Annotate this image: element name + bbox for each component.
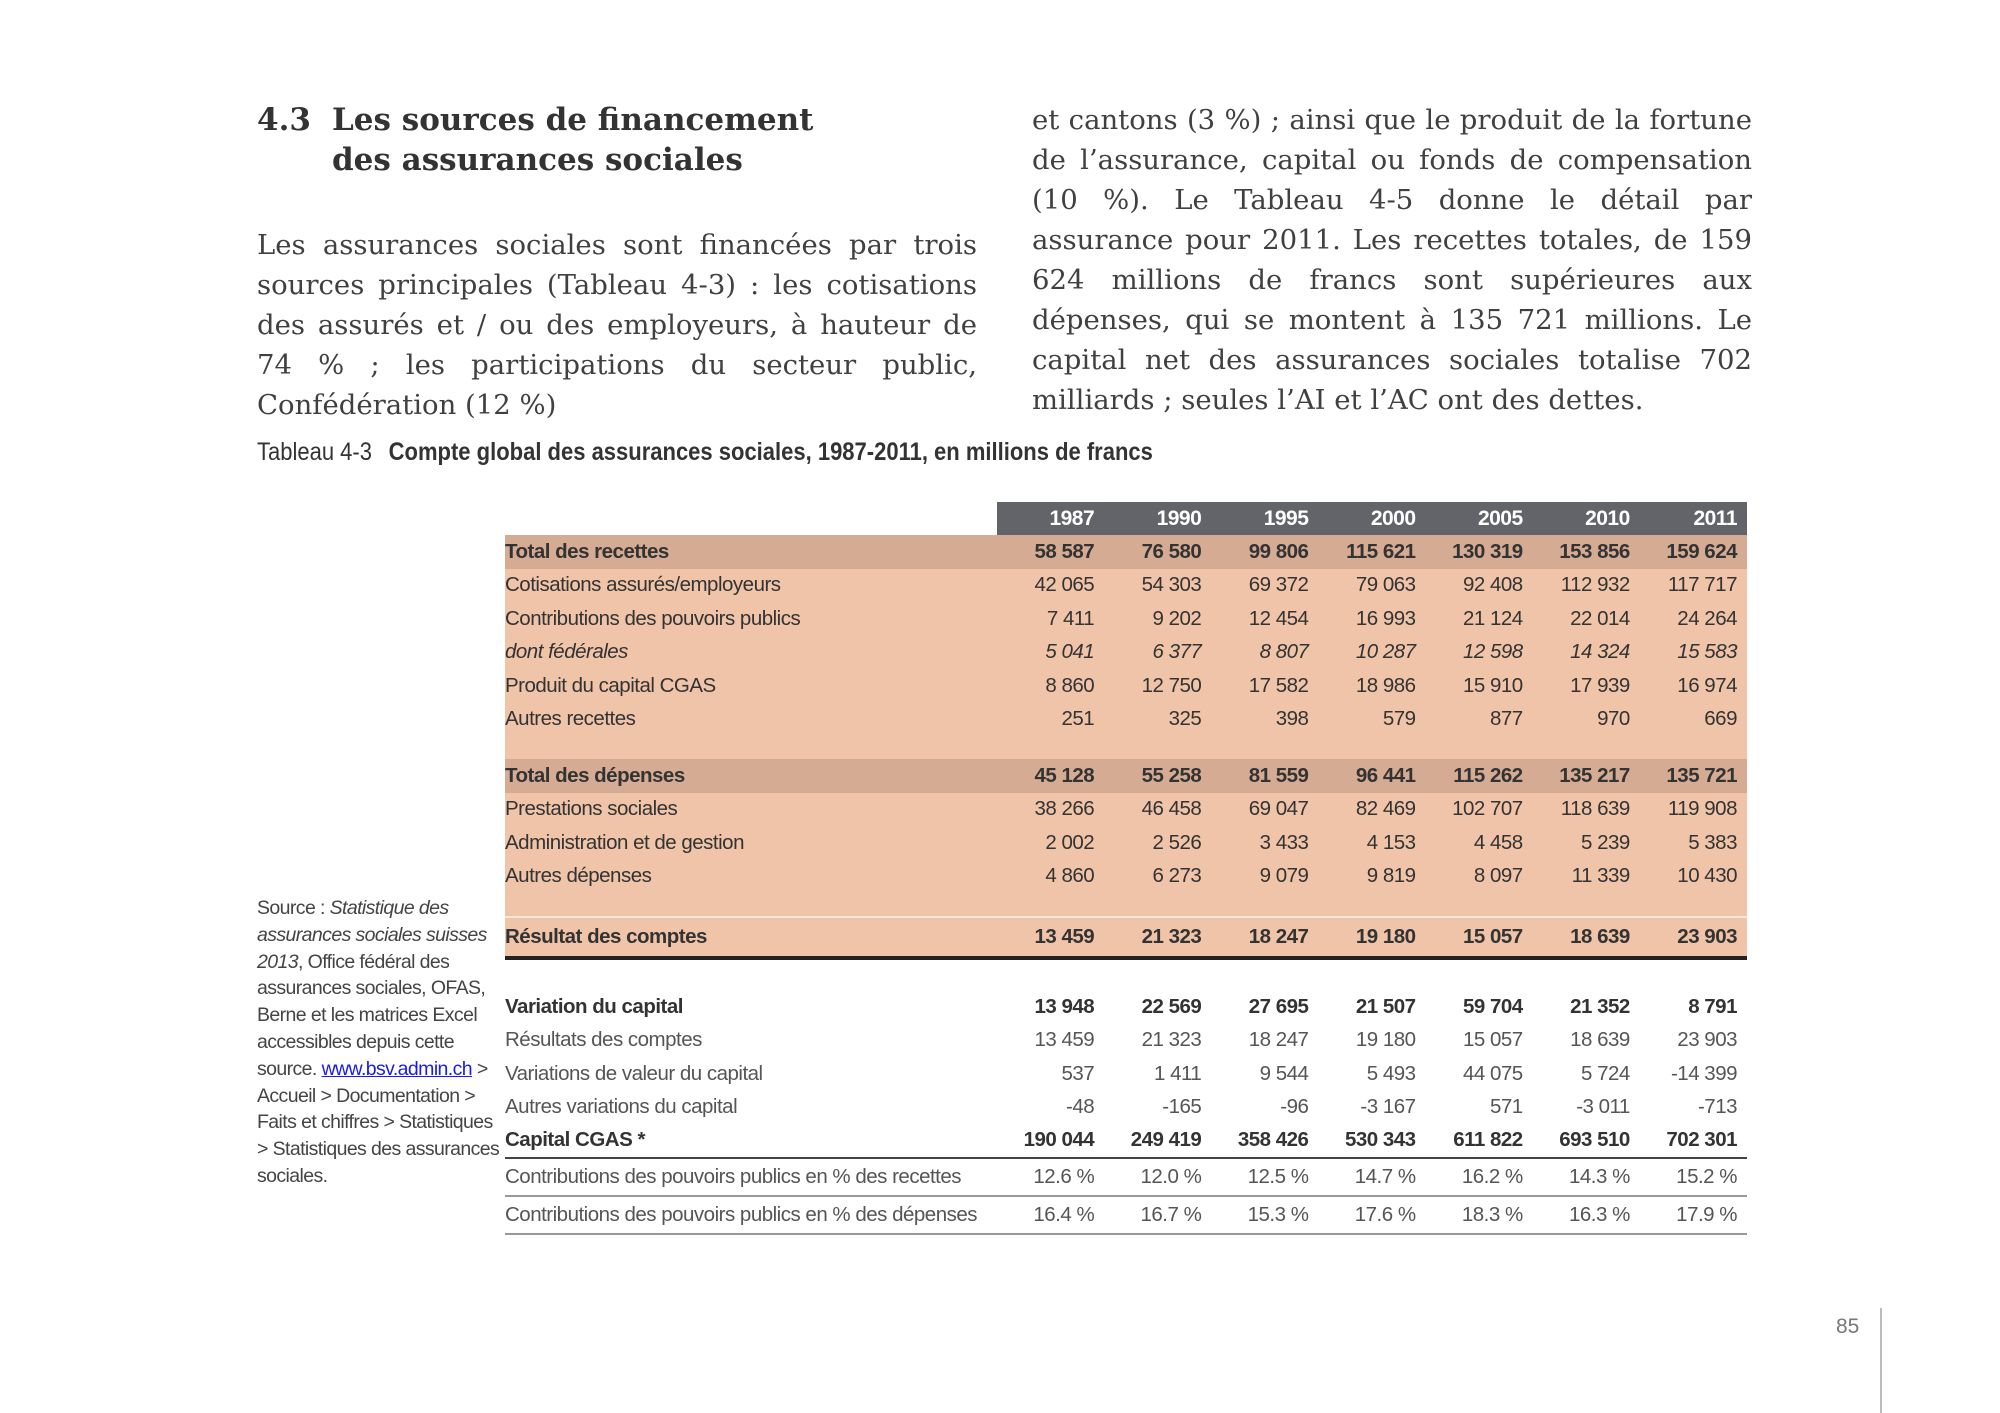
- table-cell: 4 153: [1318, 826, 1425, 860]
- table-cell: 15.3 %: [1211, 1196, 1318, 1234]
- table-cell: 14.3 %: [1533, 1158, 1640, 1196]
- table-cell: 24 264: [1640, 602, 1747, 636]
- table-cell: 118 639: [1533, 793, 1640, 827]
- table-cell: 18 639: [1533, 1024, 1640, 1058]
- row-label: Produit du capital CGAS: [505, 669, 997, 703]
- table-cell: 9 202: [1104, 602, 1211, 636]
- table-cell: 21 323: [1104, 1024, 1211, 1058]
- table-cell: 5 383: [1640, 826, 1747, 860]
- table-cell: 79 063: [1318, 569, 1425, 603]
- table-cell: 14.7 %: [1318, 1158, 1425, 1196]
- row-label: Total des dépenses: [505, 759, 997, 793]
- source-note: Source : Statistique des assurances sociales suisses 2013, Office fédéral des assurances sociales, OFAS, Berne et les matrices Excel accessibles depuis cette source. www.bsv.admin.ch > Accueil > Documentation > Faits et chiffres > Statistiques > Statistiques des assurances sociales.: [257, 897, 500, 1187]
- table-cell: 18 639: [1533, 917, 1640, 958]
- row-produit: [505, 669, 1747, 703]
- table-cell: 117 717: [1640, 569, 1747, 603]
- table-cell: 10 430: [1640, 860, 1747, 894]
- row-label: Variations de valeur du capital: [505, 1057, 997, 1091]
- table-cell: 38 266: [997, 793, 1104, 827]
- table-cell: 21 323: [1104, 917, 1211, 958]
- table-cell: 82 469: [1318, 793, 1425, 827]
- table-cell: 153 856: [1533, 535, 1640, 569]
- row-label: Résultats des comptes: [505, 1024, 997, 1058]
- table-cell: 702 301: [1640, 1124, 1747, 1158]
- row-capital: [505, 1124, 1747, 1158]
- header-row: [505, 502, 1747, 535]
- table-cell: 16 993: [1318, 602, 1425, 636]
- table-cell: -14 399: [1640, 1057, 1747, 1091]
- table-cell: 537: [997, 1057, 1104, 1091]
- year-header: 2000: [1318, 502, 1425, 535]
- year-header: 2011: [1640, 502, 1747, 535]
- table-cell: 12 598: [1426, 636, 1533, 670]
- table-cell: 12.5 %: [1211, 1158, 1318, 1196]
- table-caption: [257, 438, 1153, 467]
- table-cell: 14 324: [1533, 636, 1640, 670]
- table-cell: 159 624: [1640, 535, 1747, 569]
- table-cell: 42 065: [997, 569, 1104, 603]
- year-header: 1990: [1104, 502, 1211, 535]
- table-cell: 5 493: [1318, 1057, 1425, 1091]
- table-cell: 115 262: [1426, 759, 1533, 793]
- table-cell: 16.7 %: [1104, 1196, 1211, 1234]
- row-contributions: [505, 602, 1747, 636]
- spacer-row: [505, 736, 1747, 759]
- table-cell: 16.3 %: [1533, 1196, 1640, 1234]
- table-cell: 5 239: [1533, 826, 1640, 860]
- table-cell: 249 419: [1104, 1124, 1211, 1158]
- table-cell: 611 822: [1426, 1124, 1533, 1158]
- table-cell: 81 559: [1211, 759, 1318, 793]
- table-cell: 6 377: [1104, 636, 1211, 670]
- row-autres-variations: [505, 1091, 1747, 1125]
- table-cell: 6 273: [1104, 860, 1211, 894]
- table-cell: 22 014: [1533, 602, 1640, 636]
- year-header: 1995: [1211, 502, 1318, 535]
- year-header: 2005: [1426, 502, 1533, 535]
- table-cell: 135 721: [1640, 759, 1747, 793]
- table-cell: -3 011: [1533, 1091, 1640, 1125]
- table-cell: 325: [1104, 703, 1211, 737]
- row-cotisations: [505, 569, 1747, 603]
- table-cell: 970: [1533, 703, 1640, 737]
- table-cell: 693 510: [1533, 1124, 1640, 1158]
- table-cell: 102 707: [1426, 793, 1533, 827]
- row-label: Contributions des pouvoirs publics: [505, 602, 997, 636]
- table-cell: 44 075: [1426, 1057, 1533, 1091]
- paragraph-left: Les assurances sociales sont financées par trois sources principales (Tableau 4-3) : les cotisations des assurés et / ou des employeurs, à hauteur de 74 % ; les participations du secteur public, Confédération (12 %): [257, 229, 977, 421]
- right-column: [1032, 100, 1752, 420]
- paragraph-right: et cantons (3 %) ; ainsi que le produit de la fortune de l’assurance, capital ou fonds de compensation (10 %). Le Tableau 4-5 donne le détail par assurance pour 2011. Les recettes totales, de 159 624 millions de francs sont supérieures aux dépenses, qui se montent à 135 721 millions. Le capital net des assurances sociales totalise 702 milliards ; seules l’AI et l’AC ont des dettes.: [1032, 104, 1752, 416]
- table-cell: 2 526: [1104, 826, 1211, 860]
- account-table: [505, 502, 1747, 1235]
- table-cell: 135 217: [1533, 759, 1640, 793]
- data-table: [505, 502, 1747, 1235]
- table-cell: 69 047: [1211, 793, 1318, 827]
- table-cell: 1 411: [1104, 1057, 1211, 1091]
- table-cell: 4 860: [997, 860, 1104, 894]
- table-cell: 8 860: [997, 669, 1104, 703]
- page-rule: [1880, 1308, 1882, 1413]
- row-label: Variation du capital: [505, 990, 997, 1024]
- table-cell: 12 750: [1104, 669, 1211, 703]
- table-cell: 18 986: [1318, 669, 1425, 703]
- left-column: [257, 100, 977, 425]
- row-administration: [505, 826, 1747, 860]
- year-header: 2010: [1533, 502, 1640, 535]
- table-cell: 19 180: [1318, 1024, 1425, 1058]
- table-cell: 19 180: [1318, 917, 1425, 958]
- table-cell: 190 044: [997, 1124, 1104, 1158]
- table-cell: 76 580: [1104, 535, 1211, 569]
- row-total-recettes: [505, 535, 1747, 569]
- table-cell: 15.2 %: [1640, 1158, 1747, 1196]
- table-cell: 92 408: [1426, 569, 1533, 603]
- table-label: Tableau 4-3: [257, 438, 372, 466]
- table-cell: 21 507: [1318, 990, 1425, 1024]
- table-cell: 45 128: [997, 759, 1104, 793]
- source-title: Statistique des assurances sociales suisses 2013: [257, 897, 487, 973]
- row-pct-recettes: [505, 1158, 1747, 1196]
- table-cell: 54 303: [1104, 569, 1211, 603]
- year-header: 1987: [997, 502, 1104, 535]
- table-cell: 2 002: [997, 826, 1104, 860]
- row-variation: [505, 990, 1747, 1024]
- spacer-row: [505, 893, 1747, 917]
- table-cell: 23 903: [1640, 917, 1747, 958]
- table-cell: -713: [1640, 1091, 1747, 1125]
- table-cell: 15 057: [1426, 917, 1533, 958]
- table-cell: 579: [1318, 703, 1425, 737]
- table-cell: 22 569: [1104, 990, 1211, 1024]
- table-cell: 18.3 %: [1426, 1196, 1533, 1234]
- table-cell: -3 167: [1318, 1091, 1425, 1125]
- row-autres-depenses: [505, 860, 1747, 894]
- row-prestations: [505, 793, 1747, 827]
- table-cell: 4 458: [1426, 826, 1533, 860]
- table-cell: 16.4 %: [997, 1196, 1104, 1234]
- row-label: Capital CGAS *: [505, 1124, 997, 1158]
- section-number: 4.3: [257, 102, 311, 138]
- row-label: Prestations sociales: [505, 793, 997, 827]
- table-cell: 69 372: [1211, 569, 1318, 603]
- table-cell: 8 791: [1640, 990, 1747, 1024]
- table-cell: 12 454: [1211, 602, 1318, 636]
- table-cell: 130 319: [1426, 535, 1533, 569]
- table-cell: 55 258: [1104, 759, 1211, 793]
- page-number: 85: [1836, 1315, 1860, 1338]
- table-cell: 13 948: [997, 990, 1104, 1024]
- table-cell: 9 079: [1211, 860, 1318, 894]
- row-label: Autres variations du capital: [505, 1091, 997, 1125]
- table-cell: 11 339: [1533, 860, 1640, 894]
- table-cell: 8 097: [1426, 860, 1533, 894]
- table-cell: 7 411: [997, 602, 1104, 636]
- row-label: Autres recettes: [505, 703, 997, 737]
- table-cell: -48: [997, 1091, 1104, 1125]
- row-autres-recettes: [505, 703, 1747, 737]
- table-cell: -96: [1211, 1091, 1318, 1125]
- table-cell: 17 582: [1211, 669, 1318, 703]
- row-label: Résultat des comptes: [505, 917, 997, 958]
- section-title: Les sources de financement des assurances sociales: [332, 102, 814, 178]
- table-cell: 16.2 %: [1426, 1158, 1533, 1196]
- table-cell: 99 806: [1211, 535, 1318, 569]
- row-label: Contributions des pouvoirs publics en % des recettes: [505, 1158, 997, 1196]
- table-cell: 5 041: [997, 636, 1104, 670]
- table-cell: 13 459: [997, 917, 1104, 958]
- row-variations-valeur: [505, 1057, 1747, 1091]
- table-cell: 58 587: [997, 535, 1104, 569]
- table-cell: 669: [1640, 703, 1747, 737]
- section-heading: [257, 100, 977, 180]
- table-cell: 15 910: [1426, 669, 1533, 703]
- table-cell: 398: [1211, 703, 1318, 737]
- table-cell: 21 124: [1426, 602, 1533, 636]
- table-cell: 115 621: [1318, 535, 1425, 569]
- table-cell: 358 426: [1211, 1124, 1318, 1158]
- table-cell: 9 544: [1211, 1057, 1318, 1091]
- table-cell: 59 704: [1426, 990, 1533, 1024]
- row-label: Autres dépenses: [505, 860, 997, 894]
- row-label: Contributions des pouvoirs publics en % des dépenses: [505, 1196, 997, 1234]
- table-cell: 18 247: [1211, 917, 1318, 958]
- row-label: Administration et de gestion: [505, 826, 997, 860]
- table-cell: 27 695: [1211, 990, 1318, 1024]
- table-cell: 16 974: [1640, 669, 1747, 703]
- table-cell: 8 807: [1211, 636, 1318, 670]
- row-label: dont fédérales: [505, 636, 997, 670]
- table-cell: 21 352: [1533, 990, 1640, 1024]
- source-link[interactable]: www.bsv.admin.ch: [321, 1057, 473, 1080]
- table-cell: 17.6 %: [1318, 1196, 1425, 1234]
- table-cell: 17 939: [1533, 669, 1640, 703]
- table-cell: 17.9 %: [1640, 1196, 1747, 1234]
- table-cell: 530 343: [1318, 1124, 1425, 1158]
- table-cell: 12.0 %: [1104, 1158, 1211, 1196]
- table-cell: 251: [997, 703, 1104, 737]
- table-cell: 10 287: [1318, 636, 1425, 670]
- table-cell: 3 433: [1211, 826, 1318, 860]
- table-cell: 23 903: [1640, 1024, 1747, 1058]
- table-cell: 96 441: [1318, 759, 1425, 793]
- table-cell: 15 057: [1426, 1024, 1533, 1058]
- table-title: Compte global des assurances sociales, 1987-2011, en millions de francs: [388, 438, 1153, 466]
- row-resultats: [505, 1024, 1747, 1058]
- row-label: Total des recettes: [505, 535, 997, 569]
- row-total-depenses: [505, 759, 1747, 793]
- table-cell: 112 932: [1533, 569, 1640, 603]
- table-cell: 9 819: [1318, 860, 1425, 894]
- row-federales: [505, 636, 1747, 670]
- spacer-row: [505, 958, 1747, 990]
- table-cell: 13 459: [997, 1024, 1104, 1058]
- table-cell: 119 908: [1640, 793, 1747, 827]
- table-cell: 15 583: [1640, 636, 1747, 670]
- row-label: Cotisations assurés/employeurs: [505, 569, 997, 603]
- row-resultat: [505, 917, 1747, 958]
- table-cell: -165: [1104, 1091, 1211, 1125]
- table-cell: 18 247: [1211, 1024, 1318, 1058]
- table-cell: 46 458: [1104, 793, 1211, 827]
- table-cell: 5 724: [1533, 1057, 1640, 1091]
- table-cell: 12.6 %: [997, 1158, 1104, 1196]
- table-cell: 571: [1426, 1091, 1533, 1125]
- row-pct-depenses: [505, 1196, 1747, 1234]
- table-cell: 877: [1426, 703, 1533, 737]
